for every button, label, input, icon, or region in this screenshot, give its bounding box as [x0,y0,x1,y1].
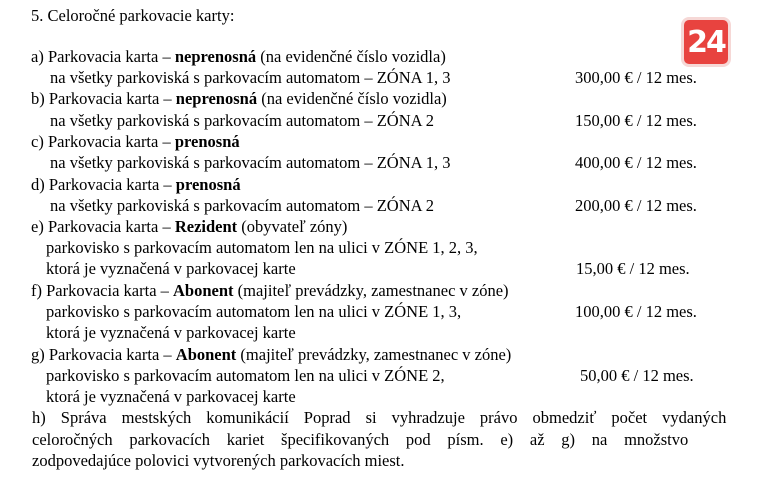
site-logo[interactable]: 24 [684,20,728,64]
item-f-price: 100,00 € / 12 mes. [575,302,697,321]
item-c-desc: na všetky parkoviská s parkovacím automatom – ZÓNA 1, 3 [50,153,451,172]
item-a-type: neprenosná [174,47,257,66]
item-b-price: 150,00 € / 12 mes. [575,111,697,130]
item-e-desc: parkovisko s parkovacím automatom len na ulici v ZÓNE 1, 2, 3, [46,238,478,257]
item-d-type: prenosná [175,175,241,194]
item-f-title: f) Parkovacia karta – Abonent (majiteľ prevádzky, zamestnanec v zóne) [31,281,509,300]
item-d-desc: na všetky parkoviská s parkovacím automatom – ZÓNA 2 [50,196,435,215]
item-g-price: 50,00 € / 12 mes. [580,366,694,385]
item-b-title: b) Parkovacia karta – neprenosná (na evidenčné číslo vozidla) [31,89,447,108]
item-g-desc: parkovisko s parkovacím automatom len na ulici v ZÓNE 2, [46,366,445,385]
item-a-desc: na všetky parkoviská s parkovacím automatom – ZÓNA 1, 3 [50,68,451,87]
section-heading: 5. Celoročné parkovacie karty: [31,6,235,25]
note-line-1: h) Správa mestských komunikácií Poprad si vyhradzuje právo obmedziť počet vydaných [32,408,727,427]
item-f-desc: parkovisko s parkovacím automatom len na ulici v ZÓNE 1, 3, [46,302,462,321]
item-g-title: g) Parkovacia karta – Abonent (majiteľ prevádzky, zamestnanec v zóne) [31,345,512,364]
item-b-type: neprenosná [175,89,258,108]
item-c-type: prenosná [174,132,240,151]
item-b-desc: na všetky parkoviská s parkovacím automatom – ZÓNA 2 [50,111,435,130]
item-e-price: 15,00 € / 12 mes. [576,259,690,278]
note-line-3: zodpovedajúce polovici vytvorených parkovacích miest. [32,451,405,470]
item-f-desc-2: ktorá je vyznačená v parkovacej karte [46,323,296,342]
item-c-price: 400,00 € / 12 mes. [575,153,697,172]
item-c-title: c) Parkovacia karta – prenosná [31,132,240,151]
item-e-title: e) Parkovacia karta – Rezident (obyvateľ zóny) [31,217,348,236]
item-g-desc-2: ktorá je vyznačená v parkovacej karte [46,387,296,406]
item-d-title: d) Parkovacia karta – prenosná [31,175,241,194]
item-f-type: Abonent [173,281,234,300]
item-e-type: Rezident [174,217,238,236]
item-e-desc-2: ktorá je vyznačená v parkovacej karte [46,259,296,278]
item-a-title: a) Parkovacia karta – neprenosná (na evidenčné číslo vozidla) [31,47,446,66]
note-line-2: celoročných parkovacích kariet špecifikovaných pod písm. e) až g) na množstvo [32,430,689,449]
item-d-price: 200,00 € / 12 mes. [575,196,697,215]
item-a-price: 300,00 € / 12 mes. [575,68,697,87]
item-g-type: Abonent [175,345,237,364]
